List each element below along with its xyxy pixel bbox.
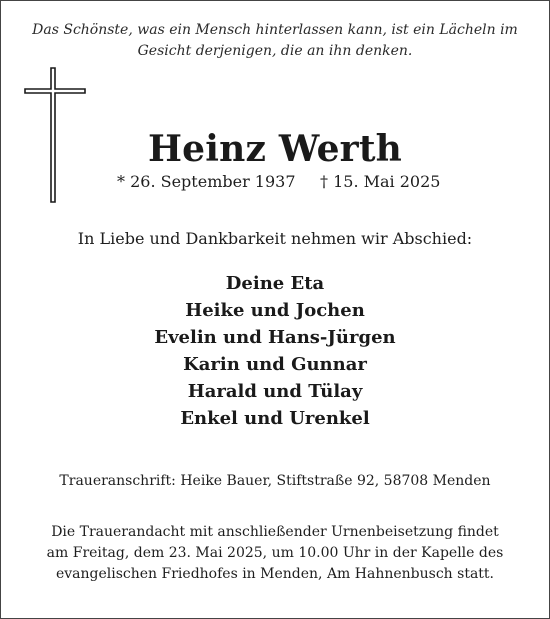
- mourner-item: Karin und Gunnar: [183, 354, 367, 375]
- quote-line-1: Das Schönste, was ein Mensch hinterlassen kann, ist ein Lächeln im: [32, 22, 518, 38]
- mourner-item: Harald und Tülay: [187, 381, 363, 402]
- farewell-text: In Liebe und Dankbarkeit nehmen wir Abschied:: [77, 229, 473, 248]
- birth-date: * 26. September 1937: [117, 172, 296, 191]
- mourners-list: [0, 270, 550, 432]
- life-dates: [0, 170, 550, 194]
- quote-line-2: Gesicht derjenigen, die an ihn denken.: [137, 43, 413, 59]
- mourner-item: Enkel und Urenkel: [180, 408, 370, 429]
- mourner-item: Deine Eta: [225, 273, 325, 294]
- mourner-item: Heike und Jochen: [185, 300, 365, 321]
- death-date: † 15. Mai 2025: [320, 172, 441, 191]
- service-line-2: am Freitag, dem 23. Mai 2025, um 10.00 Uhr in der Kapelle des: [46, 545, 504, 561]
- service-line-1: Die Trauerandacht mit anschließender Urnenbeisetzung findet: [51, 524, 499, 540]
- memorial-quote: [25, 20, 525, 62]
- mourning-address: Traueranschrift: Heike Bauer, Stiftstraße 92, 58708 Menden: [59, 473, 491, 489]
- service-line-3: evangelischen Friedhofes in Menden, Am Hahnenbusch statt.: [55, 566, 495, 582]
- deceased-name: Heinz Werth: [147, 128, 403, 170]
- service-details: [25, 522, 525, 585]
- mourner-item: Evelin und Hans-Jürgen: [154, 327, 396, 348]
